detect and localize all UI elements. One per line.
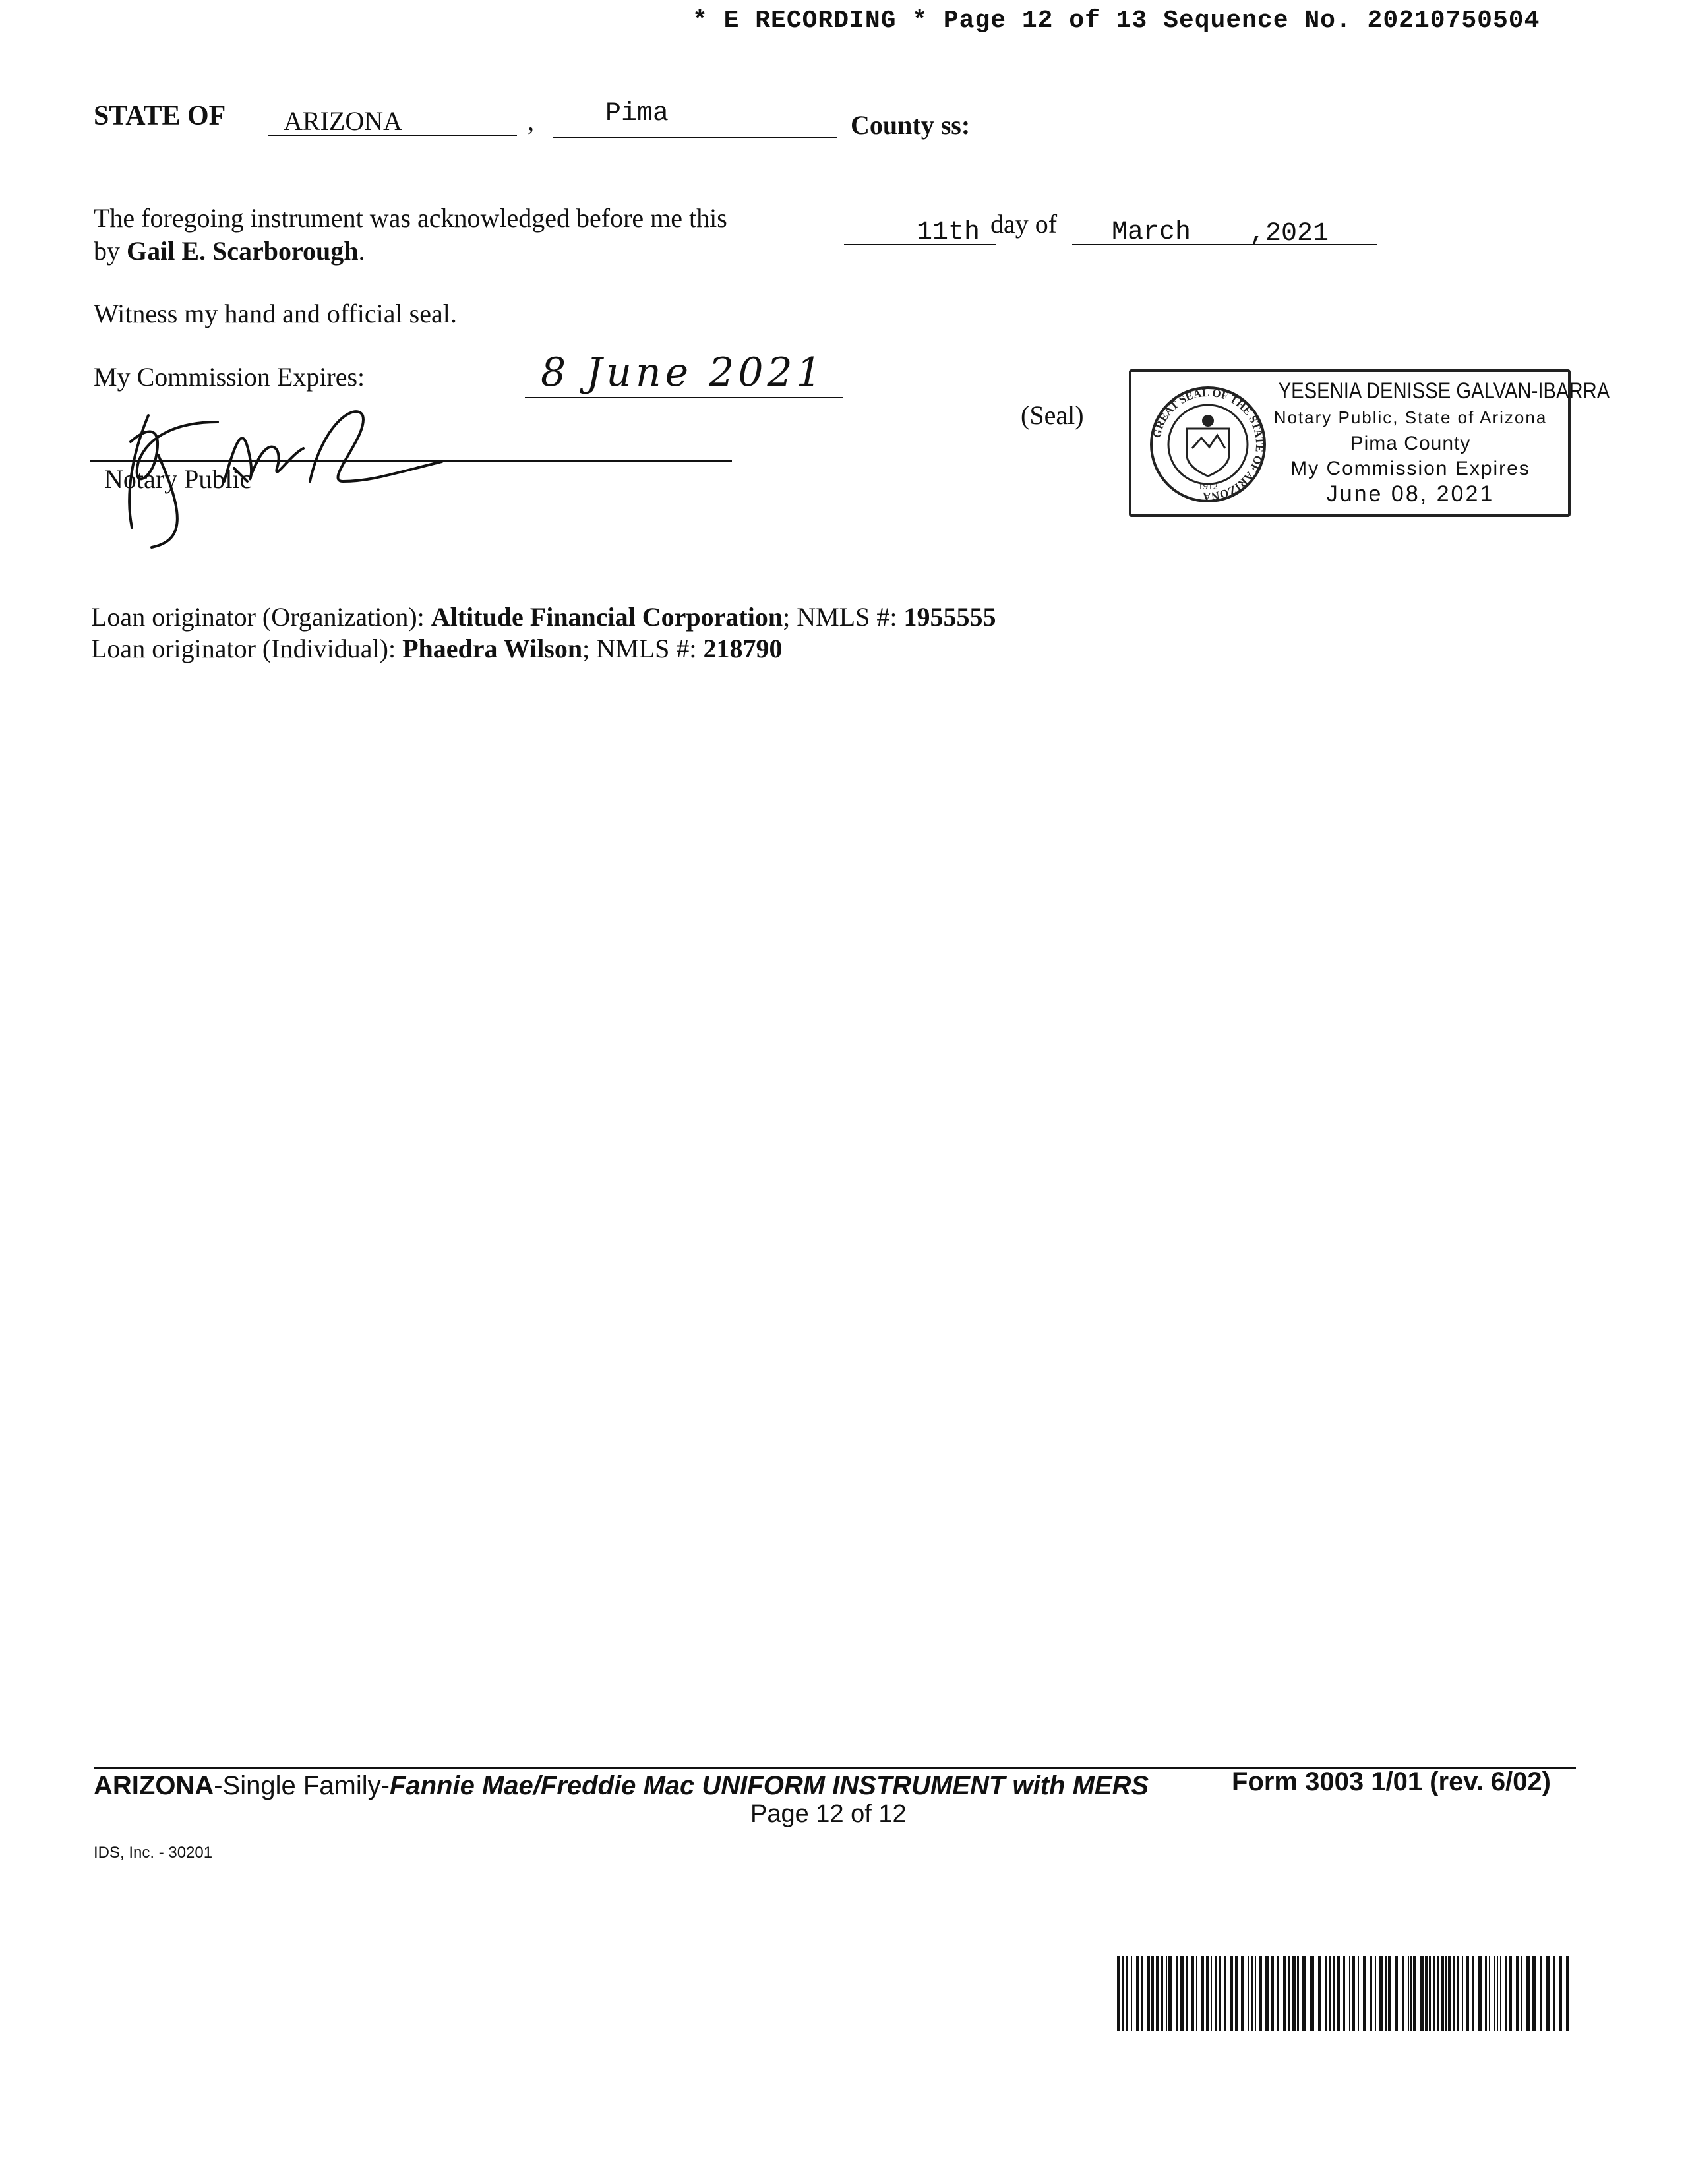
lo-org-prefix: Loan originator (Organization):: [91, 602, 431, 632]
barcode-bar: [1259, 1956, 1262, 2031]
barcode-bar: [1337, 1956, 1340, 2031]
footer-dash-type: -Single Family-: [214, 1771, 390, 1800]
barcode-bar: [1526, 1956, 1530, 2031]
barcode-bar: [1462, 1956, 1463, 2031]
barcode-bar: [1147, 1956, 1150, 2031]
ack-by-suffix: .: [358, 236, 365, 266]
barcode-bar: [1385, 1956, 1387, 2031]
barcode-bar: [1516, 1956, 1519, 2031]
barcode-bar: [1168, 1956, 1172, 2031]
barcode-bar: [1437, 1956, 1439, 2031]
state-underline: [268, 135, 517, 136]
barcode-bar: [1540, 1956, 1542, 2031]
barcode-bar: [1494, 1956, 1495, 2031]
barcode-bar: [1241, 1956, 1244, 2031]
barcode-bar: [1196, 1956, 1197, 2031]
ack-by-prefix: by: [94, 236, 127, 266]
barcode-bar: [1176, 1956, 1178, 2031]
seal-year: 1912: [1198, 481, 1218, 492]
barcode-bar: [1408, 1956, 1409, 2031]
barcode-bar: [1420, 1956, 1424, 2031]
state-value: ARIZONA: [284, 106, 402, 136]
stamp-notary-name: YESENIA DENISSE GALVAN-IBARRA: [1278, 379, 1610, 404]
barcode-bar: [1505, 1956, 1507, 2031]
barcode-bar: [1180, 1956, 1184, 2031]
barcode-bar: [1265, 1956, 1269, 2031]
barcode-bar: [1271, 1956, 1274, 2031]
footer-state: ARIZONA: [94, 1771, 214, 1800]
barcode-bar: [1343, 1956, 1345, 2031]
barcode-bar: [1566, 1956, 1569, 2031]
barcode-bar: [1395, 1956, 1398, 2031]
barcode: [1117, 1956, 1576, 2031]
barcode-bar: [1410, 1956, 1412, 2031]
barcode-bar: [1215, 1956, 1217, 2031]
commission-underline: [525, 397, 843, 398]
barcode-bar: [1363, 1956, 1366, 2031]
lo-org-nmls: 1955555: [903, 602, 996, 632]
notary-signature-line: [90, 460, 732, 462]
barcode-bar: [1325, 1956, 1327, 2031]
commission-date-handwritten: 8 June 2021: [541, 349, 826, 396]
barcode-bar: [1413, 1956, 1416, 2031]
stamp-commission-date: June 08, 2021: [1326, 481, 1495, 506]
barcode-bar: [1333, 1956, 1335, 2031]
lo-ind-name: Phaedra Wilson: [402, 634, 583, 663]
ack-month-value: March: [1112, 218, 1191, 247]
barcode-bar: [1297, 1956, 1299, 2031]
barcode-bar: [1206, 1956, 1209, 2031]
state-seal-icon: [1146, 382, 1270, 506]
barcode-bar: [1292, 1956, 1296, 2031]
barcode-bar: [1277, 1956, 1279, 2031]
acknowledgment-text: [94, 202, 727, 268]
barcode-bar: [1352, 1956, 1355, 2031]
barcode-bar: [1201, 1956, 1204, 2031]
stamp-notary-title: Notary Public, State of Arizona: [1273, 408, 1548, 427]
stamp-commission-label: My Commission Expires: [1290, 458, 1530, 479]
barcode-bar: [1131, 1956, 1132, 2031]
lo-ind-nmls: 218790: [703, 634, 783, 663]
barcode-bar: [1230, 1956, 1233, 2031]
footer-ids-code: IDS, Inc. - 30201: [94, 1844, 213, 1862]
county-underline: [553, 137, 837, 138]
recording-header: * E RECORDING * Page 12 of 13 Sequence No. 20210750504: [692, 7, 1540, 35]
barcode-bar: [1509, 1956, 1512, 2031]
barcode-bar: [1500, 1956, 1501, 2031]
notary-stamp: [1129, 369, 1610, 517]
county-ss-label: County ss:: [851, 110, 971, 140]
barcode-bar: [1485, 1956, 1487, 2031]
barcode-bar: [1489, 1956, 1490, 2031]
barcode-bar: [1318, 1956, 1321, 2031]
loan-originator-organization: [91, 601, 996, 632]
barcode-bar: [1224, 1956, 1226, 2031]
footer-form-title: [94, 1771, 1149, 1801]
barcode-bar: [1156, 1956, 1159, 2031]
barcode-bar: [1255, 1956, 1256, 2031]
lo-org-name: Altitude Financial Corporation: [431, 602, 783, 632]
barcode-bar: [1457, 1956, 1459, 2031]
barcode-bar: [1302, 1956, 1306, 2031]
barcode-bar: [1375, 1956, 1376, 2031]
barcode-bar: [1472, 1956, 1474, 2031]
barcode-bar: [1136, 1956, 1139, 2031]
ack-line-1: The foregoing instrument was acknowledged before me this: [94, 203, 727, 233]
barcode-bar: [1126, 1956, 1128, 2031]
barcode-bar: [1151, 1956, 1154, 2031]
barcode-bar: [1235, 1956, 1238, 2031]
barcode-bar: [1117, 1956, 1120, 2031]
barcode-bar: [1532, 1956, 1536, 2031]
stamp-county: Pima County: [1350, 433, 1471, 454]
barcode-bar: [1370, 1956, 1372, 2031]
barcode-bar: [1553, 1956, 1555, 2031]
lo-org-nmls-prefix: ; NMLS #:: [783, 602, 904, 632]
barcode-bar: [1388, 1956, 1391, 2031]
barcode-bar: [1211, 1956, 1212, 2031]
commission-expires-label: My Commission Expires:: [94, 362, 365, 392]
barcode-bar: [1122, 1956, 1124, 2031]
barcode-bar: [1478, 1956, 1482, 2031]
barcode-bar: [1559, 1956, 1562, 2031]
notary-public-label: Notary Public: [104, 464, 252, 494]
barcode-bar: [1466, 1956, 1469, 2031]
barcode-bar: [1310, 1956, 1314, 2031]
barcode-bar: [1521, 1956, 1522, 2031]
footer-form-number: Form 3003 1/01 (rev. 6/02): [1232, 1767, 1551, 1796]
barcode-bar: [1166, 1956, 1167, 2031]
barcode-bar: [1160, 1956, 1163, 2031]
barcode-bar: [1429, 1956, 1431, 2031]
footer-title-text: Fannie Mae/Freddie Mac UNIFORM INSTRUMENT with MERS: [389, 1771, 1149, 1800]
seal-label: (Seal): [1021, 400, 1084, 430]
witness-text: Witness my hand and official seal.: [94, 299, 457, 328]
ack-signer-name: Gail E. Scarborough: [127, 236, 359, 266]
barcode-bar: [1441, 1956, 1444, 2031]
barcode-bar: [1448, 1956, 1451, 2031]
barcode-bar: [1191, 1956, 1194, 2031]
ack-day-value: 11th: [917, 218, 980, 247]
ack-day-of-label: day of: [990, 209, 1058, 239]
ack-line-2: [94, 235, 727, 268]
barcode-bar: [1219, 1956, 1221, 2031]
ack-year-value: ,2021: [1250, 219, 1329, 249]
barcode-bar: [1453, 1956, 1455, 2031]
barcode-bar: [1445, 1956, 1447, 2031]
county-value: Pima: [605, 99, 669, 129]
barcode-bar: [1186, 1956, 1188, 2031]
barcode-bar: [1283, 1956, 1286, 2031]
footer-page-number: Page 12 of 12: [750, 1800, 907, 1828]
lo-ind-nmls-prefix: ; NMLS #:: [582, 634, 704, 663]
barcode-bar: [1425, 1956, 1428, 2031]
barcode-bar: [1402, 1956, 1404, 2031]
barcode-bar: [1141, 1956, 1143, 2031]
loan-originator-individual: [91, 633, 782, 664]
barcode-bar: [1546, 1956, 1550, 2031]
barcode-bar: [1288, 1956, 1290, 2031]
state-label: STATE OF: [94, 101, 226, 131]
state-comma: ,: [528, 106, 534, 136]
barcode-bar: [1433, 1956, 1435, 2031]
barcode-bar: [1248, 1956, 1249, 2031]
barcode-bar: [1251, 1956, 1253, 2031]
barcode-bar: [1379, 1956, 1383, 2031]
barcode-bar: [1497, 1956, 1498, 2031]
barcode-bar: [1358, 1956, 1359, 2031]
barcode-bar: [1329, 1956, 1331, 2031]
lo-ind-prefix: Loan originator (Individual):: [91, 634, 403, 663]
barcode-bar: [1349, 1956, 1350, 2031]
seal-ring-text: GREAT SEAL OF THE STATE OF ARIZONA: [1150, 386, 1267, 503]
